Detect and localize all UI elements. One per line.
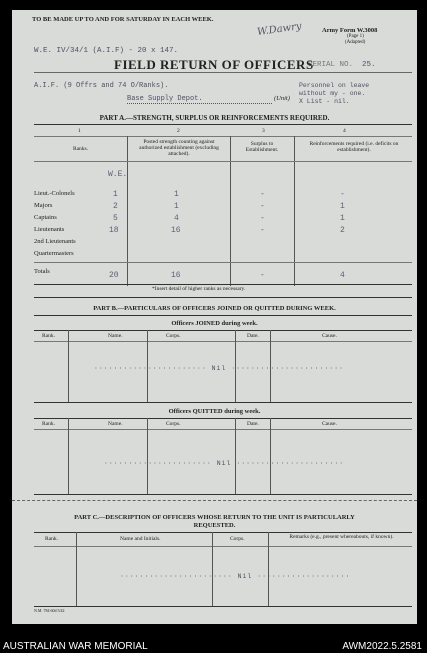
totals-label: Totals bbox=[34, 268, 50, 275]
col-name: Name. bbox=[108, 421, 123, 427]
col-date: Date. bbox=[247, 333, 259, 339]
we-value: 1 bbox=[113, 190, 118, 199]
col-header-surplus: Surplus to Establishment. bbox=[245, 141, 279, 153]
rank-label: Majors bbox=[34, 202, 53, 209]
form-page bbox=[12, 10, 417, 624]
strength-line: A.I.F. (9 Offrs and 74 O/Ranks). bbox=[34, 82, 169, 90]
rank-label: Captains bbox=[34, 214, 57, 221]
col-header-reinforcements: Reinforcements required (i.e. deficits on establishment). bbox=[309, 141, 399, 153]
col-name: Name. bbox=[108, 333, 123, 339]
col-corps: Corps. bbox=[166, 421, 181, 427]
col-remarks: Remarks (e.g., present whereabouts, if known). bbox=[289, 534, 394, 540]
archive-footer bbox=[0, 638, 427, 653]
printer-mark: N.M. 784 60d 5/42 bbox=[34, 608, 65, 613]
page-title: FIELD RETURN OF OFFICERS bbox=[114, 57, 314, 72]
we-value: 5 bbox=[113, 214, 118, 223]
col-rank: Rank. bbox=[45, 536, 58, 542]
total-surplus: - bbox=[260, 271, 265, 280]
rank-label: Lieutenants bbox=[34, 226, 65, 233]
serial-value: 25. bbox=[362, 61, 376, 69]
joined-entry-text: Nil bbox=[211, 365, 227, 372]
posted-value: 1 bbox=[174, 202, 179, 211]
rank-label: Quartermasters bbox=[34, 250, 74, 257]
unit-label: (Unit) bbox=[274, 95, 290, 102]
personnel-note-line: Personnel on leave bbox=[299, 82, 370, 89]
we-value: 18 bbox=[109, 226, 119, 235]
footer-right-text: AWM2022.5.2581 bbox=[342, 641, 422, 652]
total-reinf: 4 bbox=[340, 271, 345, 280]
reinf-value: 1 bbox=[340, 202, 345, 211]
col-corps: Corps. bbox=[166, 333, 181, 339]
col-number: 4 bbox=[343, 128, 346, 134]
part-c-title-line: PART C.—DESCRIPTION OF OFFICERS WHOSE RETURN TO THE UNIT IS PARTICULARLY bbox=[74, 514, 355, 521]
part-c-title-line: REQUESTED. bbox=[193, 522, 236, 529]
footer-left-text: AUSTRALIAN WAR MEMORIAL bbox=[3, 641, 148, 652]
quitted-entry-text: Nil bbox=[216, 460, 232, 467]
col-rank: Rank. bbox=[42, 333, 55, 339]
serial-label: SERIAL NO. bbox=[308, 61, 354, 69]
col-header-ranks: Ranks. bbox=[72, 146, 89, 152]
col-number: 3 bbox=[262, 128, 265, 134]
posted-value: 1 bbox=[174, 190, 179, 199]
col-rank: Rank. bbox=[42, 421, 55, 427]
part-a-title: PART A.—STRENGTH, SURPLUS OR REINFORCEMENTS REQUIRED. bbox=[99, 114, 330, 122]
reinf-value: - bbox=[340, 190, 345, 199]
posted-value: 4 bbox=[174, 214, 179, 223]
col-number: 1 bbox=[78, 128, 81, 134]
form-number: Army Form W.3008 bbox=[322, 27, 378, 34]
rank-label: 2nd Lieutenants bbox=[34, 238, 76, 245]
surplus-value: - bbox=[260, 202, 265, 211]
col-corps: Corps. bbox=[230, 536, 245, 542]
total-we: 20 bbox=[109, 271, 119, 280]
col-number: 2 bbox=[177, 128, 180, 134]
surplus-value: - bbox=[260, 214, 265, 223]
reinf-value: 2 bbox=[340, 226, 345, 235]
joined-title: Officers JOINED during week. bbox=[171, 320, 258, 327]
footnote: *Insert detail of higher ranks as necessary. bbox=[152, 286, 246, 292]
personnel-note-line: X List - nil. bbox=[299, 98, 350, 105]
part-c-entry: ······················· Nil ··················· bbox=[120, 573, 351, 580]
quitted-entry: ······················ Nil ······················ bbox=[104, 460, 345, 467]
signature: W.Dawry bbox=[256, 20, 303, 39]
reference-line: W.E. IV/34/1 (A.I.F) - 20 x 147. bbox=[34, 47, 179, 55]
part-c-title bbox=[12, 514, 417, 530]
joined-entry: ······················· Nil ······················· bbox=[94, 365, 344, 372]
part-c-entry-text: Nil bbox=[237, 573, 253, 580]
we-label: W.E. bbox=[108, 170, 128, 179]
col-header-posted: Posted strength counting against authorized establishment (excluding attached). bbox=[139, 139, 219, 157]
instruction-text: TO BE MADE UP TO AND FOR SATURDAY IN EACH WEEK. bbox=[32, 16, 214, 23]
surplus-value: - bbox=[260, 190, 265, 199]
quitted-title: Officers QUITTED during week. bbox=[168, 408, 261, 415]
col-name-initials: Name and Initials. bbox=[120, 536, 161, 542]
part-b-title: PART B.—PARTICULARS OF OFFICERS JOINED OR QUITTED DURING WEEK. bbox=[93, 305, 336, 312]
rank-label: Lieut.-Colonels bbox=[34, 190, 75, 197]
col-cause: Cause. bbox=[322, 333, 337, 339]
form-page-number: (Page 1) bbox=[347, 34, 364, 39]
reinf-value: 1 bbox=[340, 214, 345, 223]
surplus-value: - bbox=[260, 226, 265, 235]
form-adapted: (Adapted) bbox=[345, 40, 366, 45]
personnel-note-line: without my - one. bbox=[299, 90, 366, 97]
unit-name: Base Supply Depot. bbox=[127, 95, 203, 103]
posted-value: 16 bbox=[171, 226, 181, 235]
personnel-note bbox=[299, 82, 369, 106]
we-value: 2 bbox=[113, 202, 118, 211]
col-date: Date. bbox=[247, 421, 259, 427]
col-cause: Cause. bbox=[322, 421, 337, 427]
total-posted: 16 bbox=[171, 271, 181, 280]
